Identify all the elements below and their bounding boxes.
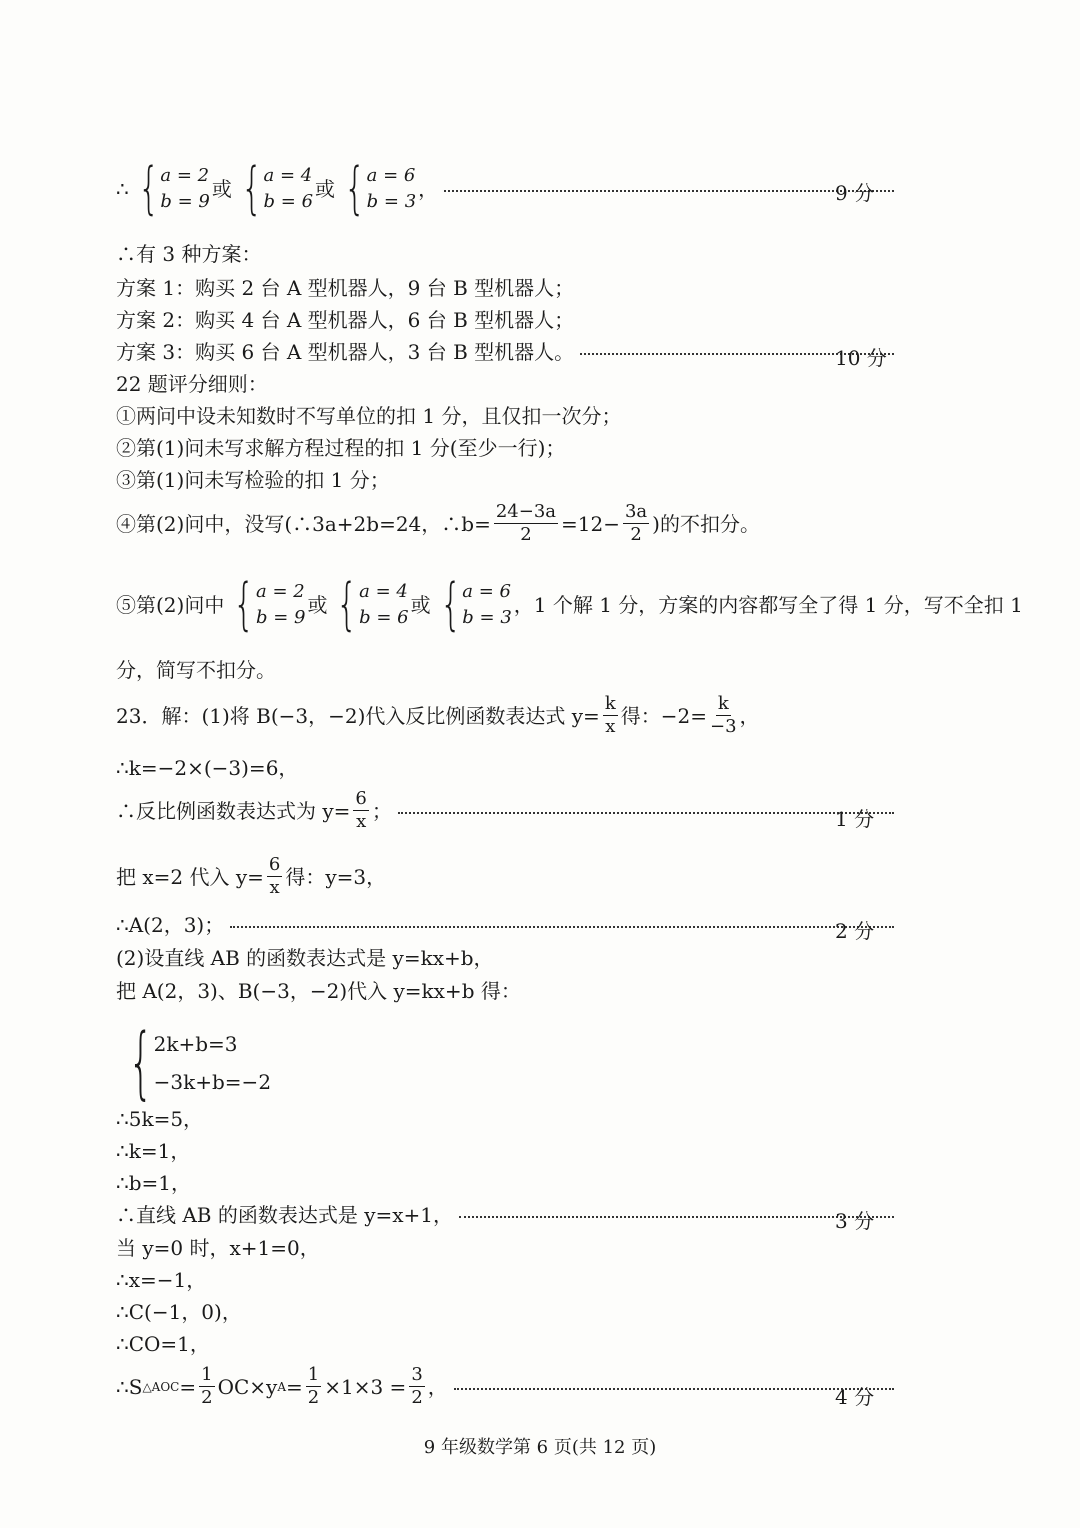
k-value: ∴k=−2×(−3)=6， (116, 756, 299, 780)
page-footer: 9 年级数学第 6 页(共 12 页) (423, 1437, 657, 1458)
step-x: ∴x=−1， (116, 1268, 207, 1292)
q23-line: 23．解：(1)将 B(−3，−2)代入反比例函数表达式 y= $\frac{k}{x}$ 得：−2= $\frac{k}{-3}$ ， (116, 693, 760, 737)
rule-5: ⑤第(2)问中 { a = 2 b = 9 或 { a = 4 b = 6 或 { a = 6 b = 3 ，1 个解 1 分，方案的内容都写全了得 1 分，写不全扣 1 (116, 572, 1023, 637)
rule-2: ②第(1)问未写求解方程过程的扣 1 分(至少一行)； (116, 436, 566, 460)
step-b: ∴b=1， (116, 1171, 192, 1195)
plan-1: 方案 1：购买 2 台 A 型机器人，9 台 B 型机器人； (116, 276, 575, 300)
substitute-x: 把 x=2 代入 y= $\frac{6}{x}$ 得：y=3， (116, 854, 387, 898)
rule-5-cont: 分，简写不扣分。 (116, 658, 276, 682)
score-9: 9 分 (835, 181, 875, 205)
score-4: 4 分 (835, 1385, 875, 1409)
area-formula: ∴S △AOC = $\frac{1}{2}$ OC×y A = $\frac{1}{2}$ ×1×3 = $\frac{3}{2}$ ， (116, 1366, 900, 1407)
rule-1: ①两问中设未知数时不写单位的扣 1 分，且仅扣一次分； (116, 404, 622, 428)
part2-line2: 把 A(2，3)、B(−3，−2)代入 y=kx+b 得： (116, 979, 521, 1003)
line-ab: ∴直线 AB 的函数表达式是 y=x+1， (116, 1205, 900, 1225)
plan-3: 方案 3：购买 6 台 A 型机器人，3 台 B 型机器人。 (116, 342, 900, 362)
plans-count: ∴有 3 种方案： (116, 242, 262, 266)
rule-3: ③第(1)问未写检验的扣 1 分； (116, 468, 390, 492)
point-c: ∴C(−1，0)， (116, 1300, 242, 1324)
co-length: ∴CO=1， (116, 1332, 210, 1356)
plan-2: 方案 2：购买 4 台 A 型机器人，6 台 B 型机器人； (116, 308, 575, 332)
point-a: ∴A(2，3)； (116, 915, 900, 935)
step-5k: ∴5k=5， (116, 1107, 204, 1131)
score-10: 10 分 (835, 346, 887, 370)
therefore-symbol: ∴ (116, 176, 129, 201)
inverse-function: ∴反比例函数表达式为 y= $\frac{6}{x}$ ； (116, 790, 900, 831)
score-3: 3 分 (835, 1209, 875, 1233)
rules-title: 22 题评分细则： (116, 372, 268, 396)
solution-line: ∴ { a = 2 b = 9 或 { a = 4 b = 6 或 { a = 6 b = 3 ， (116, 162, 900, 215)
part2-line1: (2)设直线 AB 的函数表达式是 y=kx+b， (116, 946, 494, 970)
equation-system: { 2k+b=3 −3k+b=−2 (128, 1018, 272, 1108)
score-1: 1 分 (835, 807, 875, 831)
score-2: 2 分 (835, 919, 875, 943)
rule-4: ④第(2)问中，没写(∴3a+2b=24，∴b= $\frac{24-3a}{2}$ =12− $\frac{3a}{2}$ )的不扣分。 (116, 501, 760, 545)
step-y0: 当 y=0 时，x+1=0， (116, 1236, 320, 1260)
step-k: ∴k=1， (116, 1139, 191, 1163)
solution-3: { a = 6 b = 3 (344, 156, 417, 221)
solution-1: { a = 2 b = 9 (137, 156, 210, 221)
solution-2: { a = 4 b = 6 (241, 156, 314, 221)
